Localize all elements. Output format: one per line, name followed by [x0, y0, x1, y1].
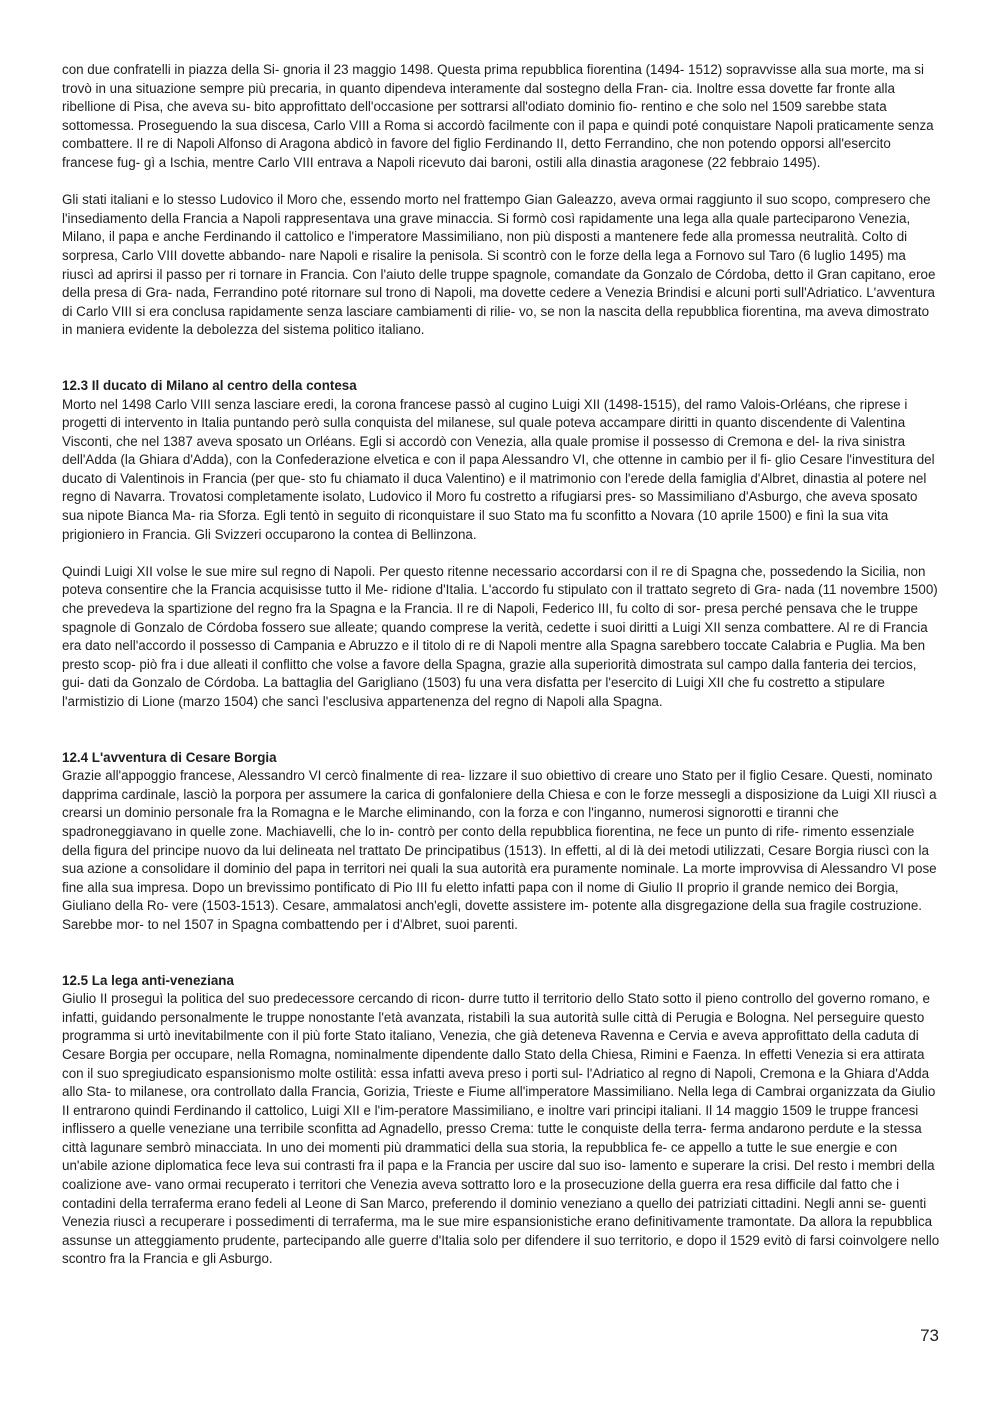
- intro-paragraph: con due confratelli in piazza della Si- gnoria il 23 maggio 1498. Questa prima repubblica fiorentina (1494- 1512) sopravvisse alla sua morte, ma si trovò in una situazione sempre più precaria, in quanto dipendeva interamente dal sostegno della Fran- cia. Inoltre essa dovette far fronte alla ribellione di Pisa, che aveva su- bito approfittato dell'occasione per sottrarsi all'odiato dominio fio- rentino e che solo nel 1509 sarebbe stata sottomessa. Proseguendo la sua discesa, Carlo VIII a Roma si accordò facilmente con il papa e quindi poté conquistare Napoli praticamente senza combattere. Il re di Napoli Alfonso di Aragona abdicò in favore del figlio Ferdinando II, detto Ferrandino, che non potendo opporsi all'esercito francese fug- gì a Ischia, mentre Carlo VIII entrava a Napoli ricevuto dai baroni, ostili alla dinastia aragonese (22 febbraio 1495).: [62, 62, 934, 170]
- section-cesare-borgia: [62, 749, 940, 935]
- page-body: [62, 61, 940, 1288]
- section-heading: 12.4 L'avventura di Cesare Borgia: [62, 749, 277, 765]
- section-paragraph: Morto nel 1498 Carlo VIII senza lasciare eredi, la corona francese passò al cugino Luigi XII (1498-1515), del ramo Valois-Orléans, che riprese i progetti di intervento in Italia puntando però sulla conquista del milanese, sul quale poteva accampare diritti in quanto discendente di Valentina Visconti, che nel 1387 aveva sposato un Orléans. Egli si accordò con Venezia, alla quale promise il possesso di Cremona e del- la riva sinistra dell'Adda (la Ghiara d'Adda), con la Confederazione elvetica e con il papa Alessandro VI, che ottenne in cambio per il fi- glio Cesare l'investitura del ducato di Valentinois in Francia (per que- sto fu chiamato il duca Valentino) e il matrimonio con l'erede della famiglia d'Albret, dinastia al potere nel regno di Navarra. Trovatosi completamente isolato, Ludovico il Moro fu costretto a rifugiarsi pres- so Massimiliano d'Asburgo, che aveva sposato sua nipote Bianca Ma- ria Sforza. Egli tentò in seguito di riconquistare il suo Stato ma fu sconfitto a Novara (10 aprile 1500) e finì la sua vita prigioniero in Francia. Gli Svizzeri occuparono la contea di Bellinzona.: [62, 396, 935, 542]
- section-ducato-milano: [62, 377, 940, 712]
- section-heading: 12.5 La lega anti-veneziana: [62, 972, 234, 988]
- section-paragraph: Quindi Luigi XII volse le sue mire sul regno di Napoli. Per questo ritenne necessario accordarsi con il re di Spagna che, possedendo la Sicilia, non poteva consentire che la Francia acquisisse tutto il Me- ridione d'Italia. L'accordo fu stipulato con il trattato segreto di Gra- nada (11 novembre 1500) che prevedeva la spartizione del regno fra la Spagna e la Francia. Il re di Napoli, Federico III, fu colto di sor- presa perché pensava che le truppe spagnole di Gonzalo de Córdoba fossero sue alleate; quando comprese la verità, cedette i suoi diritti a Luigi XII senza combattere. Al re di Francia era dato nell'accordo il possesso di Campania e Abruzzo e il titolo di re di Napoli mentre alla Spagna sarebbero toccate Calabria e Puglia. Ma ben presto scop- piò fra i due alleati il conflitto che volse a favore della Spagna, grazie alla superiorità dimostrata sul campo dalla fanteria dei tercios, gui- dati da Gonzalo de Córdoba. La battaglia del Garigliano (1503) fu una vera disfatta per l'esercito di Luigi XII che fu costretto a stipulare l'armistizio di Lione (marzo 1504) che sancì l'esclusiva appartenenza del regno di Napoli alla Spagna.: [62, 563, 938, 709]
- section-lega-anti-veneziana: [62, 972, 940, 1270]
- intro-paragraph: Gli stati italiani e lo stesso Ludovico il Moro che, essendo morto nel frattempo Gian Galeazzo, aveva ormai raggiunto il suo scopo, compresero che l'insediamento della Francia a Napoli rappresentava una grave minaccia. Si formò così rapidamente una lega alla quale parteciparono Venezia, Milano, il papa e anche Ferdinando il cattolico e l'imperatore Massimiliano, non più disposti a mantenere fede alla promessa neutralità. Colto di sorpresa, Carlo VIII dovette abbando- nare Napoli e risalire la penisola. Si scontrò con le forze della lega a Fornovo sul Taro (6 luglio 1495) ma riuscì ad aprirsi il passo per ri tornare in Francia. Con l'aiuto delle truppe spagnole, comandate da Gonzalo de Córdoba, detto il Gran capitano, eroe della presa di Gra- nada, Ferrandino poté ritornare sul trono di Napoli, ma dovette cedere a Venezia Brindisi e alcuni porti sull'Adriatico. L'avventura di Carlo VIII si era conclusa rapidamente senza lasciare cambiamenti di rilie- vo, se non la nascita della repubblica fiorentina, ma aveva dimostrato in maniera evidente la debolezza del sistema politico italiano.: [62, 192, 936, 338]
- section-paragraph: Giulio II proseguì la politica del suo predecessore cercando di ricon- durre tutto il territorio dello Stato sotto il pieno controllo del governo romano, e infatti, guidando personalmente le truppe nonostante l'età avanzata, ristabilì la sua autorità sulle città di Perugia e Bologna. Nel perseguire questo programma si urtò inevitabilmente con il più forte Stato italiano, Venezia, che già deteneva Ravenna e Cervia e aveva approfittato della caduta di Cesare Borgia per occupare, nella Romagna, nominalmente dipendente dallo Stato della Chiesa, Rimini e Faenza. In effetti Venezia si era attirata con il suo spregiudicato espansionismo molte ostilità: essa infatti aveva preso i porti sul- l'Adriatico al regno di Napoli, Cremona e la Ghiara d'Adda allo Sta- to milanese, ora controllato dalla Francia, Gorizia, Trieste e Fiume all'imperatore Massimiliano. Nella lega di Cambrai organizzata da Giulio II entrarono quindi Ferdinando il cattolico, Luigi XII e l'im-peratore Massimiliano, e inoltre vari principi italiani. Il 14 maggio 1509 le truppe francesi inflissero a quelle veneziane una terribile sconfitta ad Agnadello, presso Crema: tutte le conquiste della terra- ferma andarono perdute e la stessa città lagunare sembrò minacciata. In uno dei momenti più drammatici della sua storia, la repubblica fe- ce appello a tutte le sue energie e con un'abile azione diplomatica fece leva sui contrasti fra il papa e la Francia per uscire dal suo iso- lamento e superare la crisi. Del resto i membri della coalizione ave- vano ormai recuperato i territori che Venezia aveva sottratto loro e la prosecuzione della guerra era resa difficile dal fatto che i contadini della terraferma erano fedeli al Leone di San Marco, preferendo il dominio veneziano a quello dei patriziati cittadini. Negli anni se- guenti Venezia riuscì a recuperare i possedimenti di terraferma, ma le sue mire espansionistiche erano definitivamente tramontate. Da allora la repubblica assunse un atteggiamento prudente, partecipando alle guerre d'Italia solo per difendere il suo territorio, e dopo il 1529 evitò di farsi coinvolgere nello scontro fra la Francia e gli Asburgo.: [62, 991, 940, 1267]
- section-heading: 12.3 Il ducato di Milano al centro della contesa: [62, 377, 357, 393]
- page-number: 73: [920, 1326, 939, 1345]
- section-paragraph: Grazie all'appoggio francese, Alessandro VI cercò finalmente di rea- lizzare il suo obiettivo di creare uno Stato per il figlio Cesare. Questi, nominato dapprima cardinale, lasciò la porpora per assumere la carica di gonfaloniere della Chiesa e con le forze messegli a disposizione da Luigi XII riuscì a crearsi un dominio personale fra la Romagna e le Marche eliminando, con la forza e con l'inganno, numerosi signorotti e tiranni che spadroneggiavano in quelle zone. Machiavelli, che lo in- contrò per conto della repubblica fiorentina, ne fece un punto di rife- rimento essenziale della figura del principe nuovo da lui delineata nel trattato De principatibus (1513). In effetti, al di là dei metodi utilizzati, Cesare Borgia riuscì con la sua azione a consolidare il dominio del papa in territori nei quali la sua autorità era puramente nominale. La morte improvvisa di Alessandro VI pose fine alla sua impresa. Dopo un brevissimo pontificato di Pio III fu eletto infatti papa con il nome di Giulio II proprio il grande nemico dei Borgia, Giuliano della Ro- vere (1503-1513). Cesare, ammalatosi anch'egli, dovette assistere im- potente alla disgregazione della sua fragile costruzione. Sarebbe mor- to nel 1507 in Spagna combattendo per i d'Albret, suoi parenti.: [62, 768, 937, 932]
